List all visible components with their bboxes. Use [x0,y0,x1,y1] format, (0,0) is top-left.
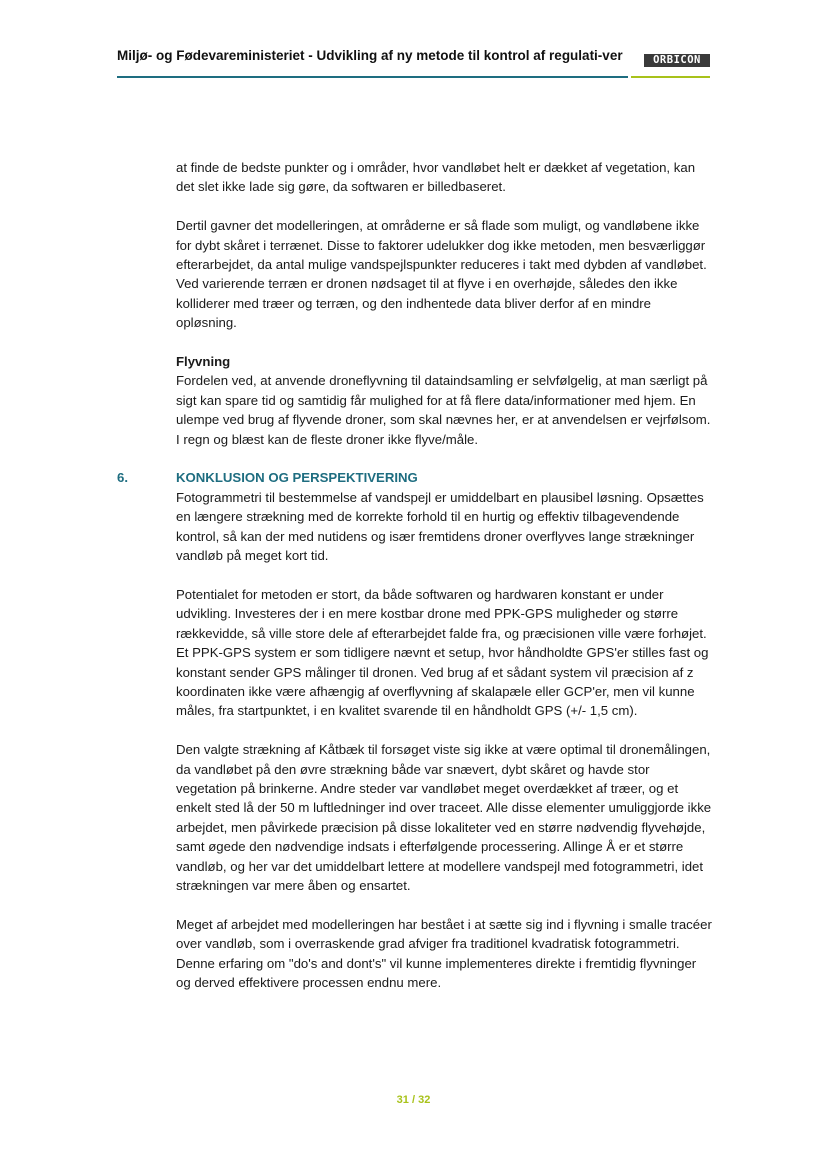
body-paragraph: at finde de bedste punkter og i områder, hvor vandløbet helt er dækket af vegetation, kan det slet ikke lade sig gøre, da softwaren er billedbaseret. [176,160,696,195]
header-divider [117,76,628,78]
body-paragraph: Den valgte strækning af Kåtbæk til forsøget viste sig ikke at være optimal til dronemålingen, da vandløbet på den øvre strækning både var snævert, dybt skåret og havde stor vegetation på brinkerne. Andre steder var vandløbet meget overdækket af træer, og et enkelt sted lå der 50 m luftledninger ind over traceet. Alle disse elementer umuliggjorde ikke arbejdet, men påvirkede præcision på disse lokaliteter ved en større nødvendig flyvehøjde, samt øgede den nødvendige indsats i efterfølgende processering. Allinge Å er et større vandløb, og her var det umiddelbart lettere at modellere vandspejl med fotogrammetri, idet strækningen var mere åben og ensartet. [176,742,712,893]
orbicon-logo: ORBICON [644,54,710,67]
body-paragraph: Fotogrammetri til bestemmelse af vandspejl er umiddelbart en plausibel løsning. Opsættes en længere strækning med de korrekte forhold til en hurtig og effektiv tilbagevendende kontrol, så kan der med nutidens og især fremtidens droner overflyves lange strækninger vandløb på meget kort tid. [176,489,704,564]
page-content [117,158,712,992]
page-number: 31 / 32 [396,1094,431,1106]
body-paragraph: Potentialet for metoden er stort, da både softwaren og hardwaren konstant er under udvikling. Investeres der i en mere kostbar drone med PPK-GPS muligheder og større rækkevidde, så ville store dele af efterarbejdet falde fra, og præcisionen ville være forhøjet. Et PPK-GPS system er som tidligere nævnt et setup, hvor håndholdte GPS'er stilles fast og konstant sender GPS målinger til dronen. Ved brug af et sådant system vil præcision af z koordinaten ikke være afhængig af overflyvning af skalapæle eller GCP'er, men vil kunne måles, fra startpunktet, i en kvalitet svarende til en håndholdt GPS (+/- 1,5 cm). [176,586,709,719]
section-number: 6. [117,470,128,486]
body-paragraph: Meget af arbejdet med modelleringen har bestået i at sætte sig ind i flyvning i smalle tracéer over vandløb, som i overraskende grad afviger fra traditionel kvadratisk fotogrammetri. Denne erfaring om "do's and dont's" vil kunne implementeres direkte i fremtidig flyvninger og derved effektivere processen endnu mere. [176,916,712,990]
subheading: Flyvning [176,354,231,370]
body-paragraph: Dertil gavner det modelleringen, at områderne er så flade som muligt, og vandløbene ikke for dybt skåret i terrænet. Disse to faktorer udelukker dog ikke metoden, men besværliggør efterarbejdet, da antal mulige vandspejlspunkter reduceres i takt med dybden af vandløbet. Ved varierende terræn er dronen nødsaget til at flyve i en overhøjde, således den ikke kolliderer med træer og terræn, og den indhentede data bliver derfor af en mindre opløsning. [176,218,707,331]
section-title: KONKLUSION OG PERSPEKTIVERING [176,470,418,486]
section-heading [117,468,712,487]
document-header-title: Miljø- og Fødevareministeriet - Udvikling af ny metode til kontrol af regulati-ver [117,48,623,63]
body-paragraph: Fordelen ved, at anvende droneflyvning til dataindsamling er selvfølgelig, at man særligt på sigt kan spare tid og samtidig får mulighed for at få flere data/informationer med hjem. En ulempe ved brug af flyvende droner, som skal nævnes her, er at anvendelsen er vejrfølsom. I regn og blæst kan de fleste droner ikke flyve/måle. [176,373,711,447]
header-accent-divider [631,76,710,78]
